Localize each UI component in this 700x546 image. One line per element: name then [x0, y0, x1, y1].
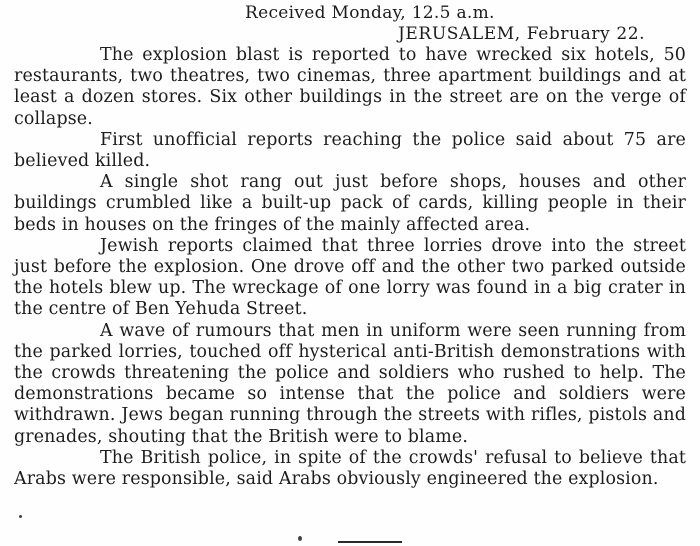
- article-paragraph: A wave of rumours that men in uniform were seen running from the parked lorries, touched off hysterical anti-British demonstrations with the crowds threatening the police and soldiers who rushed to help. The demonstrations became so intense that the police and soldiers were withdrawn. Jews began running through the streets with rifles, pistols and grenades, shouting that the British were to blame.: [14, 320, 686, 447]
- print-speck: [298, 536, 302, 541]
- article-paragraph: The explosion blast is reported to have wrecked six hotels, 50 restaurants, two theatres, two cinemas, three apartment buildings and at least a dozen stores. Six other buildings in the street are on the verge of collapse.: [14, 45, 686, 129]
- article-paragraph: Jewish reports claimed that three lorries drove into the street just before the explosion. One drove off and the other two parked outside the hotels blew up. The wreckage of one lorry was found in a big crater in the centre of Ben Yehuda Street.: [14, 235, 686, 320]
- separator-rule: [338, 541, 402, 543]
- article-body: [14, 45, 686, 490]
- article-paragraph: First unofficial reports reaching the police said about 75 are believed killed.: [14, 129, 686, 172]
- article-paragraph: A single shot rang out just before shops, houses and other buildings crumbled like a built-up pack of cards, killing people in their beds in houses on the fringes of the mainly affected area.: [14, 172, 686, 235]
- received-timestamp: Received Monday, 12.5 a.m.: [245, 3, 495, 23]
- print-speck: [19, 515, 22, 518]
- dateline: JERUSALEM, February 22.: [398, 24, 646, 44]
- article-paragraph: The British police, in spite of the crowds' refusal to believe that Arabs were responsible, said Arabs obviously engineered the explosion.: [14, 447, 686, 490]
